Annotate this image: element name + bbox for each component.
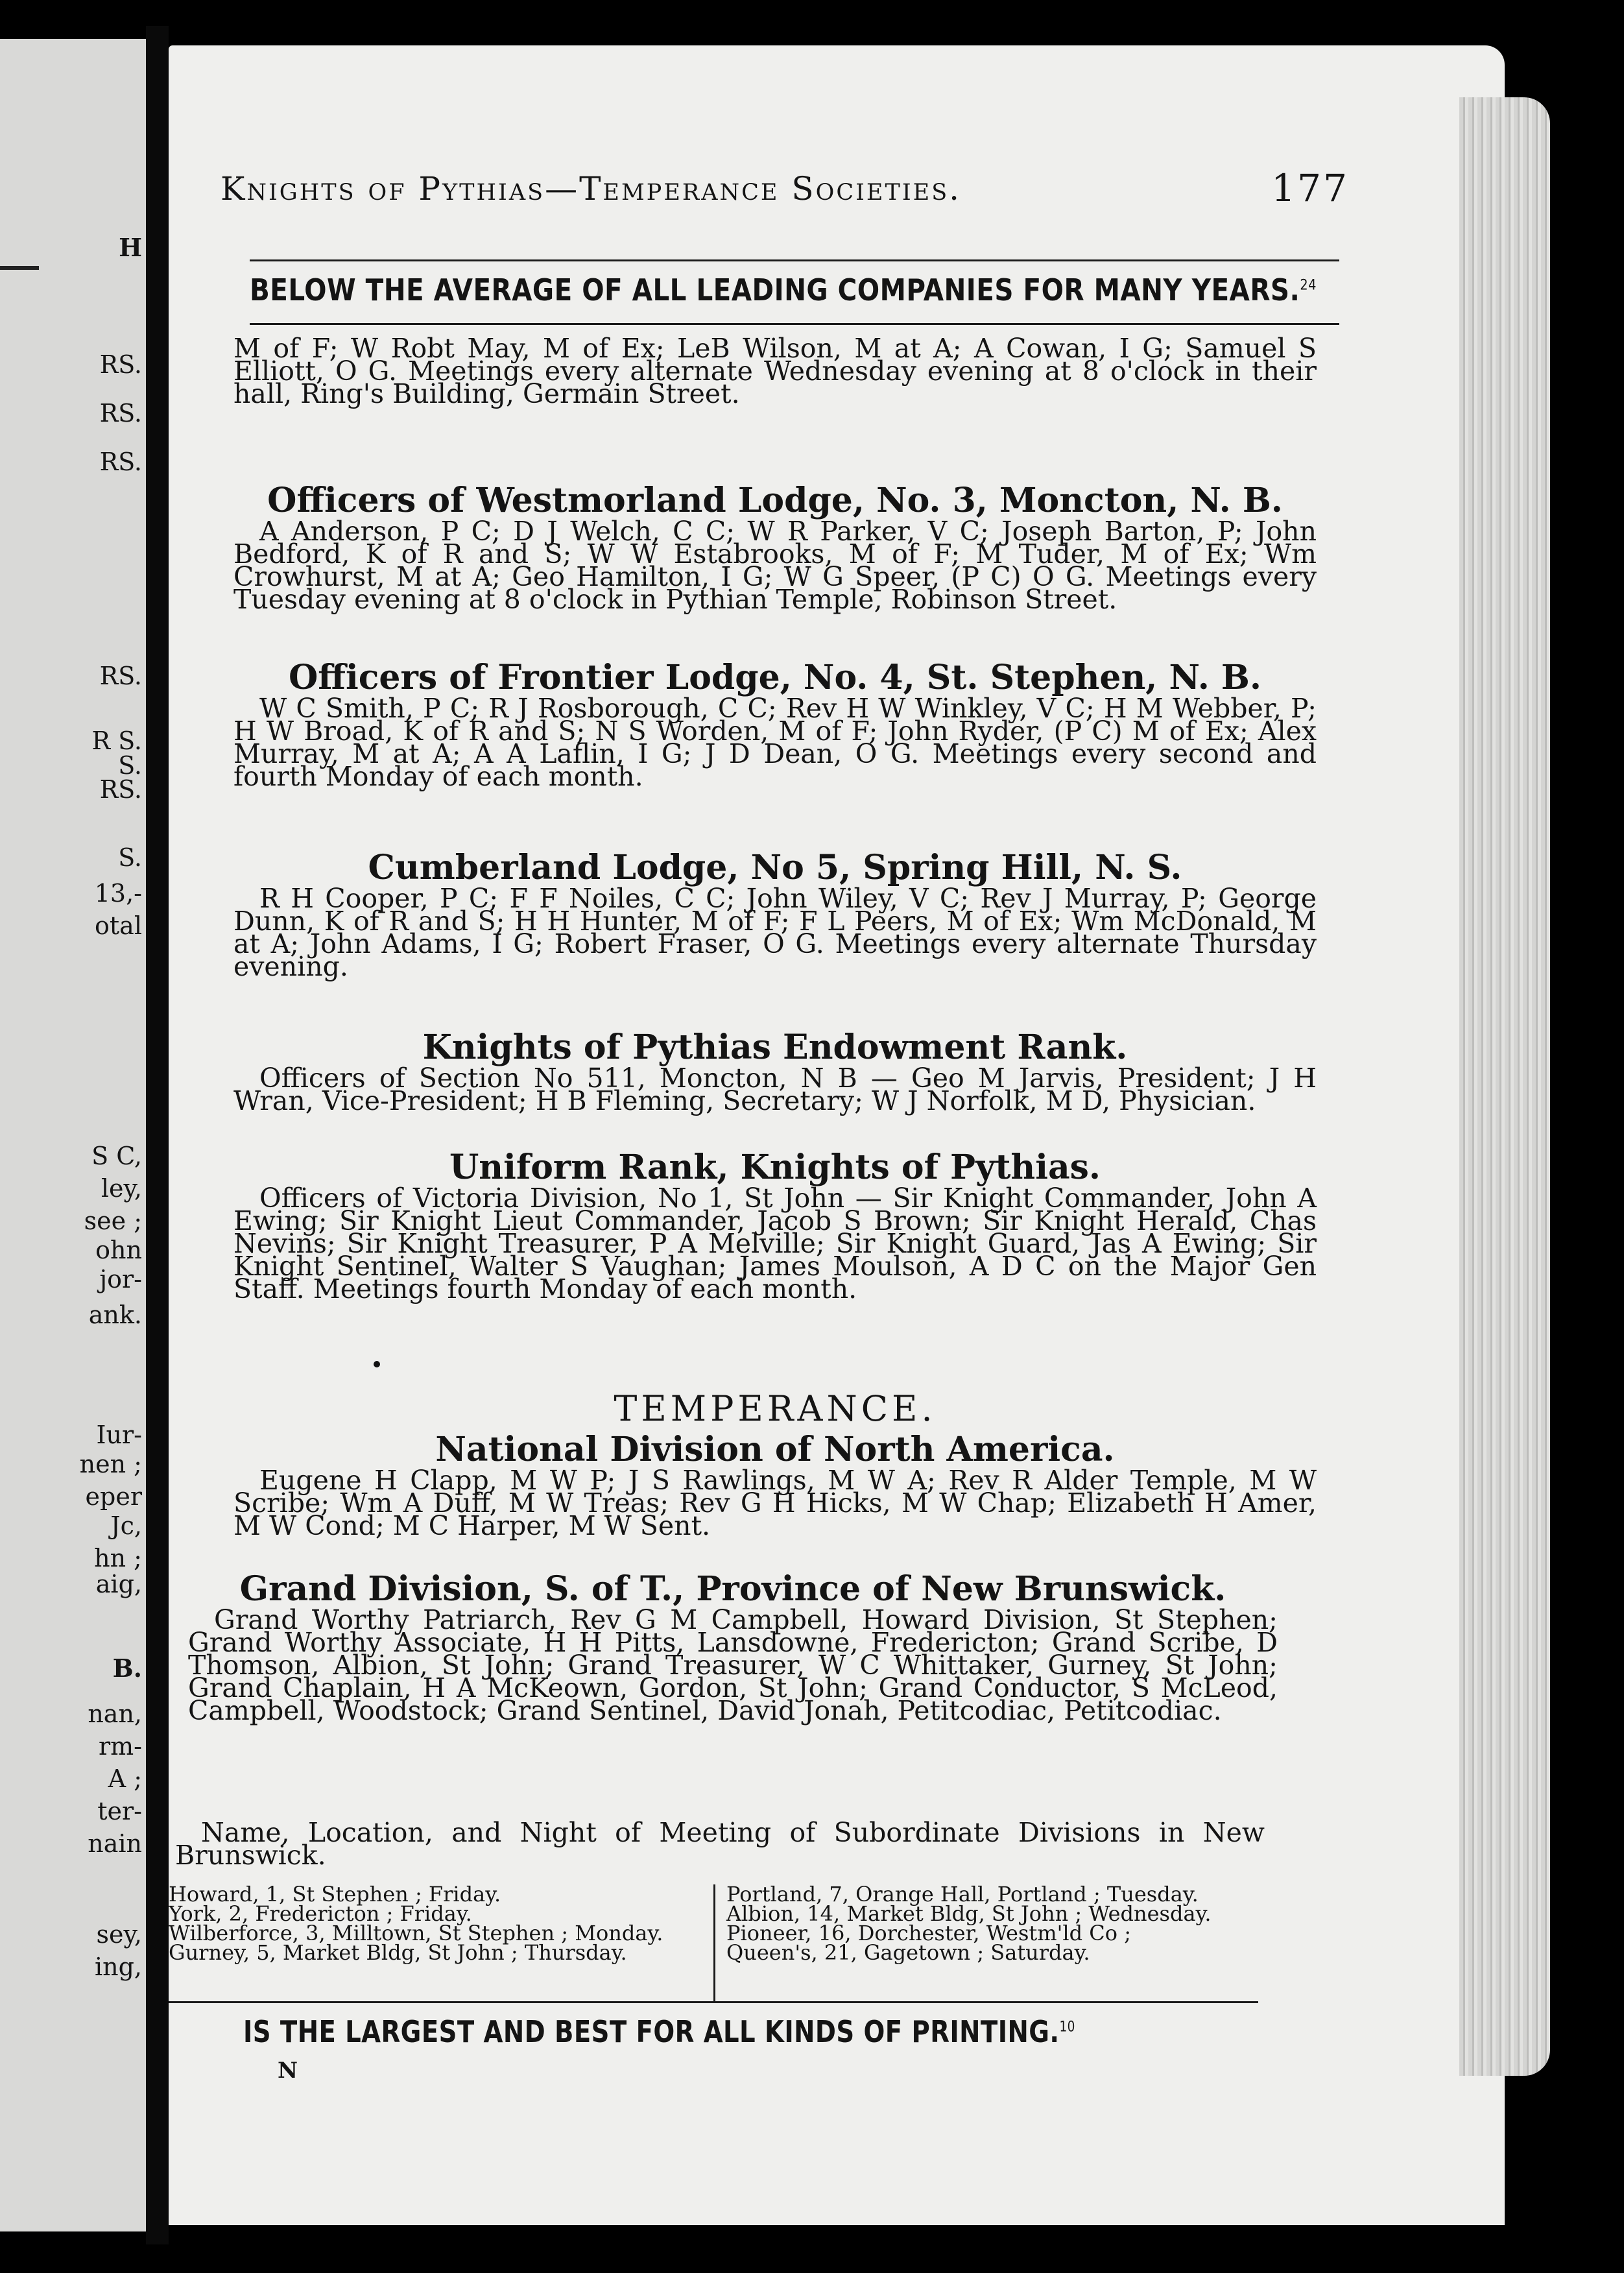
left-page-margin (0, 39, 146, 2231)
left-page-fragment: jor- (99, 1265, 142, 1293)
section-grand-division (188, 1569, 1278, 1726)
running-title: Knights of Pythias—Temperance Societies. (221, 170, 962, 208)
division-entry: Pioneer, 16, Dorchester, Westm'ld Co ; (726, 1921, 1131, 1945)
left-page-fragment: S. (118, 843, 142, 872)
left-page-fragment: S C, (91, 1142, 142, 1170)
left-page-rule (0, 266, 39, 270)
running-header (221, 166, 1349, 210)
left-page-fragment: rm- (98, 1732, 142, 1761)
top-advert-banner (250, 272, 1317, 307)
left-page-fragment: S. (118, 751, 142, 780)
left-page-fragment: otal (95, 911, 142, 940)
section-cumberland (233, 848, 1317, 982)
left-page-fragment: RS. (99, 350, 142, 379)
page-edges (1459, 97, 1550, 2076)
book-gutter (146, 26, 169, 2244)
left-page-fragment: nain (88, 1829, 142, 1858)
left-page-fragment: A ; (108, 1764, 142, 1793)
top-banner-ref: 24 (1300, 277, 1317, 294)
division-entry: Howard, 1, St Stephen ; Friday. (169, 1882, 501, 1906)
temperance-title: TEMPERANCE. (614, 1388, 937, 1429)
left-page-fragment: RS. (99, 662, 142, 690)
section-uniform (233, 1148, 1317, 1305)
left-page-fragment: nan, (88, 1700, 142, 1728)
left-page-fragment: RS. (99, 775, 142, 804)
section-body: R H Cooper, P C; F F Noiles, C C; John Wiley, V C; Rev J Murray, P; George Dunn, K of R and S; H H Hunter, M of F; F L Peers, M of Ex; Wm McDonald, M at A; John Adams, I G; Robert Fraser, O G. Meetings every alternate Thursday evening. (233, 883, 1317, 982)
section-body: Eugene H Clapp, M W P; J S Rawlings, M W A; Rev R Alder Temple, M W Scribe; Wm A Duff, M W Treas; Rev G H Hicks, M W Chap; Elizabeth H Amer, M W Cond; M C Harper, M W Sent. (233, 1465, 1317, 1541)
left-page-fragment: nen ; (79, 1450, 142, 1478)
left-page-fragment: ohn (95, 1236, 142, 1264)
section-westmorland (233, 481, 1317, 615)
section-heading: Officers of Westmorland Lodge, No. 3, Moncton, N. B. (267, 481, 1283, 520)
section-continuation (233, 333, 1317, 409)
section-heading: Grand Division, S. of T., Province of New Brunswick. (239, 1569, 1226, 1609)
subordinate-intro (175, 1817, 1265, 1871)
left-page-fragment: ter- (97, 1797, 142, 1825)
left-page-fragment: B. (112, 1654, 142, 1683)
left-page-fragment: ank. (88, 1301, 142, 1329)
bottom-banner-text: IS THE LARGEST AND BEST FOR ALL KINDS OF PRINTING. (243, 2014, 1060, 2049)
left-page-fragment: RS. (99, 399, 142, 427)
divisions-left-column (169, 1882, 700, 1965)
division-entry: Queen's, 21, Gagetown ; Saturday. (726, 1940, 1090, 1965)
left-page-fragment: eper (85, 1482, 142, 1511)
temperance-section (233, 1388, 1317, 1429)
section-heading: National Division of North America. (435, 1430, 1115, 1469)
bottom-rule (169, 2001, 1258, 2003)
section-body: Grand Worthy Patriarch, Rev G M Campbell, Howard Division, St Stephen; Grand Worthy Associate, H H Pitts, Lansdowne, Fredericton; Grand Scribe, D Thomson, Albion, St John; Grand Treasurer, W C Whittaker, Gurney, St John; Grand Chaplain, H A McKeown, Gordon, St John; Grand Conductor, S McLeod, Campbell, Woodstock; Grand Sentinel, David Jonah, Petitcodiac, Petitcodiac. (188, 1604, 1278, 1726)
page-number: 177 (1271, 166, 1349, 210)
section-heading: Knights of Pythias Endowment Rank. (422, 1028, 1128, 1067)
division-entry: York, 2, Fredericton ; Friday. (169, 1901, 472, 1926)
section-endowment (233, 1028, 1317, 1116)
bottom-banner-ref: 10 (1059, 2019, 1075, 2036)
section-body: W C Smith, P C; R J Rosborough, C C; Rev H W Winkley, V C; H M Webber, P; H W Broad, K of R and S; N S Worden, M of F; John Ryder, (P C) M of Ex; Alex Murray, M at A; A A Laflin, I G; J D Dean, O G. Meetings every second and fourth Monday of each month. (233, 693, 1317, 792)
ink-dot (374, 1361, 380, 1367)
section-body: A Anderson, P C; D J Welch, C C; W R Parker, V C; Joseph Barton, P; John Bedford, K of R and S; W W Estabrooks, M of F; M Tuder, M of Ex; Wm Crowhurst, M at A; Geo Hamilton, I G; W G Speer, (P C) O G. Meetings every Tuesday evening at 8 o'clock in Pythian Temple, Robinson Street. (233, 516, 1317, 615)
left-page-fragment: Jc, (110, 1511, 142, 1540)
bottom-advert-banner (243, 2014, 1158, 2049)
left-page-fragment: see ; (84, 1207, 142, 1235)
left-page-fragment: aig, (95, 1570, 142, 1598)
division-entry: Wilberforce, 3, Milltown, St Stephen ; Monday. (169, 1921, 663, 1945)
left-page-fragment: sey, (96, 1920, 142, 1949)
left-page-fragment: R S. (91, 727, 142, 755)
section-heading: Cumberland Lodge, No 5, Spring Hill, N. S. (368, 848, 1182, 887)
left-page-fragment: ing, (94, 1953, 142, 1981)
subordinate-intro-text: Name, Location, and Night of Meeting of Subordinate Divisions in New Brunswick. (175, 1817, 1265, 1871)
section-heading: Uniform Rank, Knights of Pythias. (449, 1148, 1101, 1187)
divisions-right-column (726, 1882, 1258, 1965)
left-page-fragment: Iur- (96, 1421, 142, 1449)
top-banner-text: BELOW THE AVERAGE OF ALL LEADING COMPANIES FOR MANY YEARS. (250, 272, 1300, 307)
signature-mark: N (278, 2058, 298, 2084)
left-page-fragment: ley, (101, 1174, 142, 1203)
section-frontier (233, 658, 1317, 792)
top-banner-underline (250, 323, 1339, 325)
section-national-division (233, 1430, 1317, 1541)
division-entry: Albion, 14, Market Bldg, St John ; Wednesday. (726, 1901, 1212, 1926)
division-entry: Portland, 7, Orange Hall, Portland ; Tuesday. (726, 1882, 1199, 1906)
division-entry: Gurney, 5, Market Bldg, St John ; Thursday. (169, 1940, 627, 1965)
left-page-fragment: 13,- (94, 879, 142, 908)
section-heading: Officers of Frontier Lodge, No. 4, St. Stephen, N. B. (289, 658, 1261, 697)
top-rule (250, 259, 1339, 261)
left-page-fragment: RS. (99, 448, 142, 476)
left-page-fragment: H (119, 233, 142, 262)
column-divider (713, 1884, 715, 2001)
section-body: Officers of Victoria Division, No 1, St John — Sir Knight Commander, John A Ewing; Sir Knight Lieut Commander, Jacob S Brown; Sir Knight Herald, Chas Nevins; Sir Knight Treasurer, P A Melville; Sir Knight Guard, Jas A Ewing; Sir Knight Sentinel, Walter S Vaughan; James Moulson, A D C on the Major Gen Staff. Meetings fourth Monday of each month. (233, 1183, 1317, 1305)
section-body: M of F; W Robt May, M of Ex; LeB Wilson, M at A; A Cowan, I G; Samuel S Elliott, O G. Meetings every alternate Wednesday evening at 8 o'clock in their hall, Ring's Building, Germain Street. (233, 333, 1317, 409)
left-page-fragment: hn ; (94, 1544, 142, 1572)
section-body: Officers of Section No 511, Moncton, N B — Geo M Jarvis, President; J H Wran, Vice-President; H B Fleming, Secretary; W J Norfolk, M D, Physician. (233, 1063, 1317, 1116)
